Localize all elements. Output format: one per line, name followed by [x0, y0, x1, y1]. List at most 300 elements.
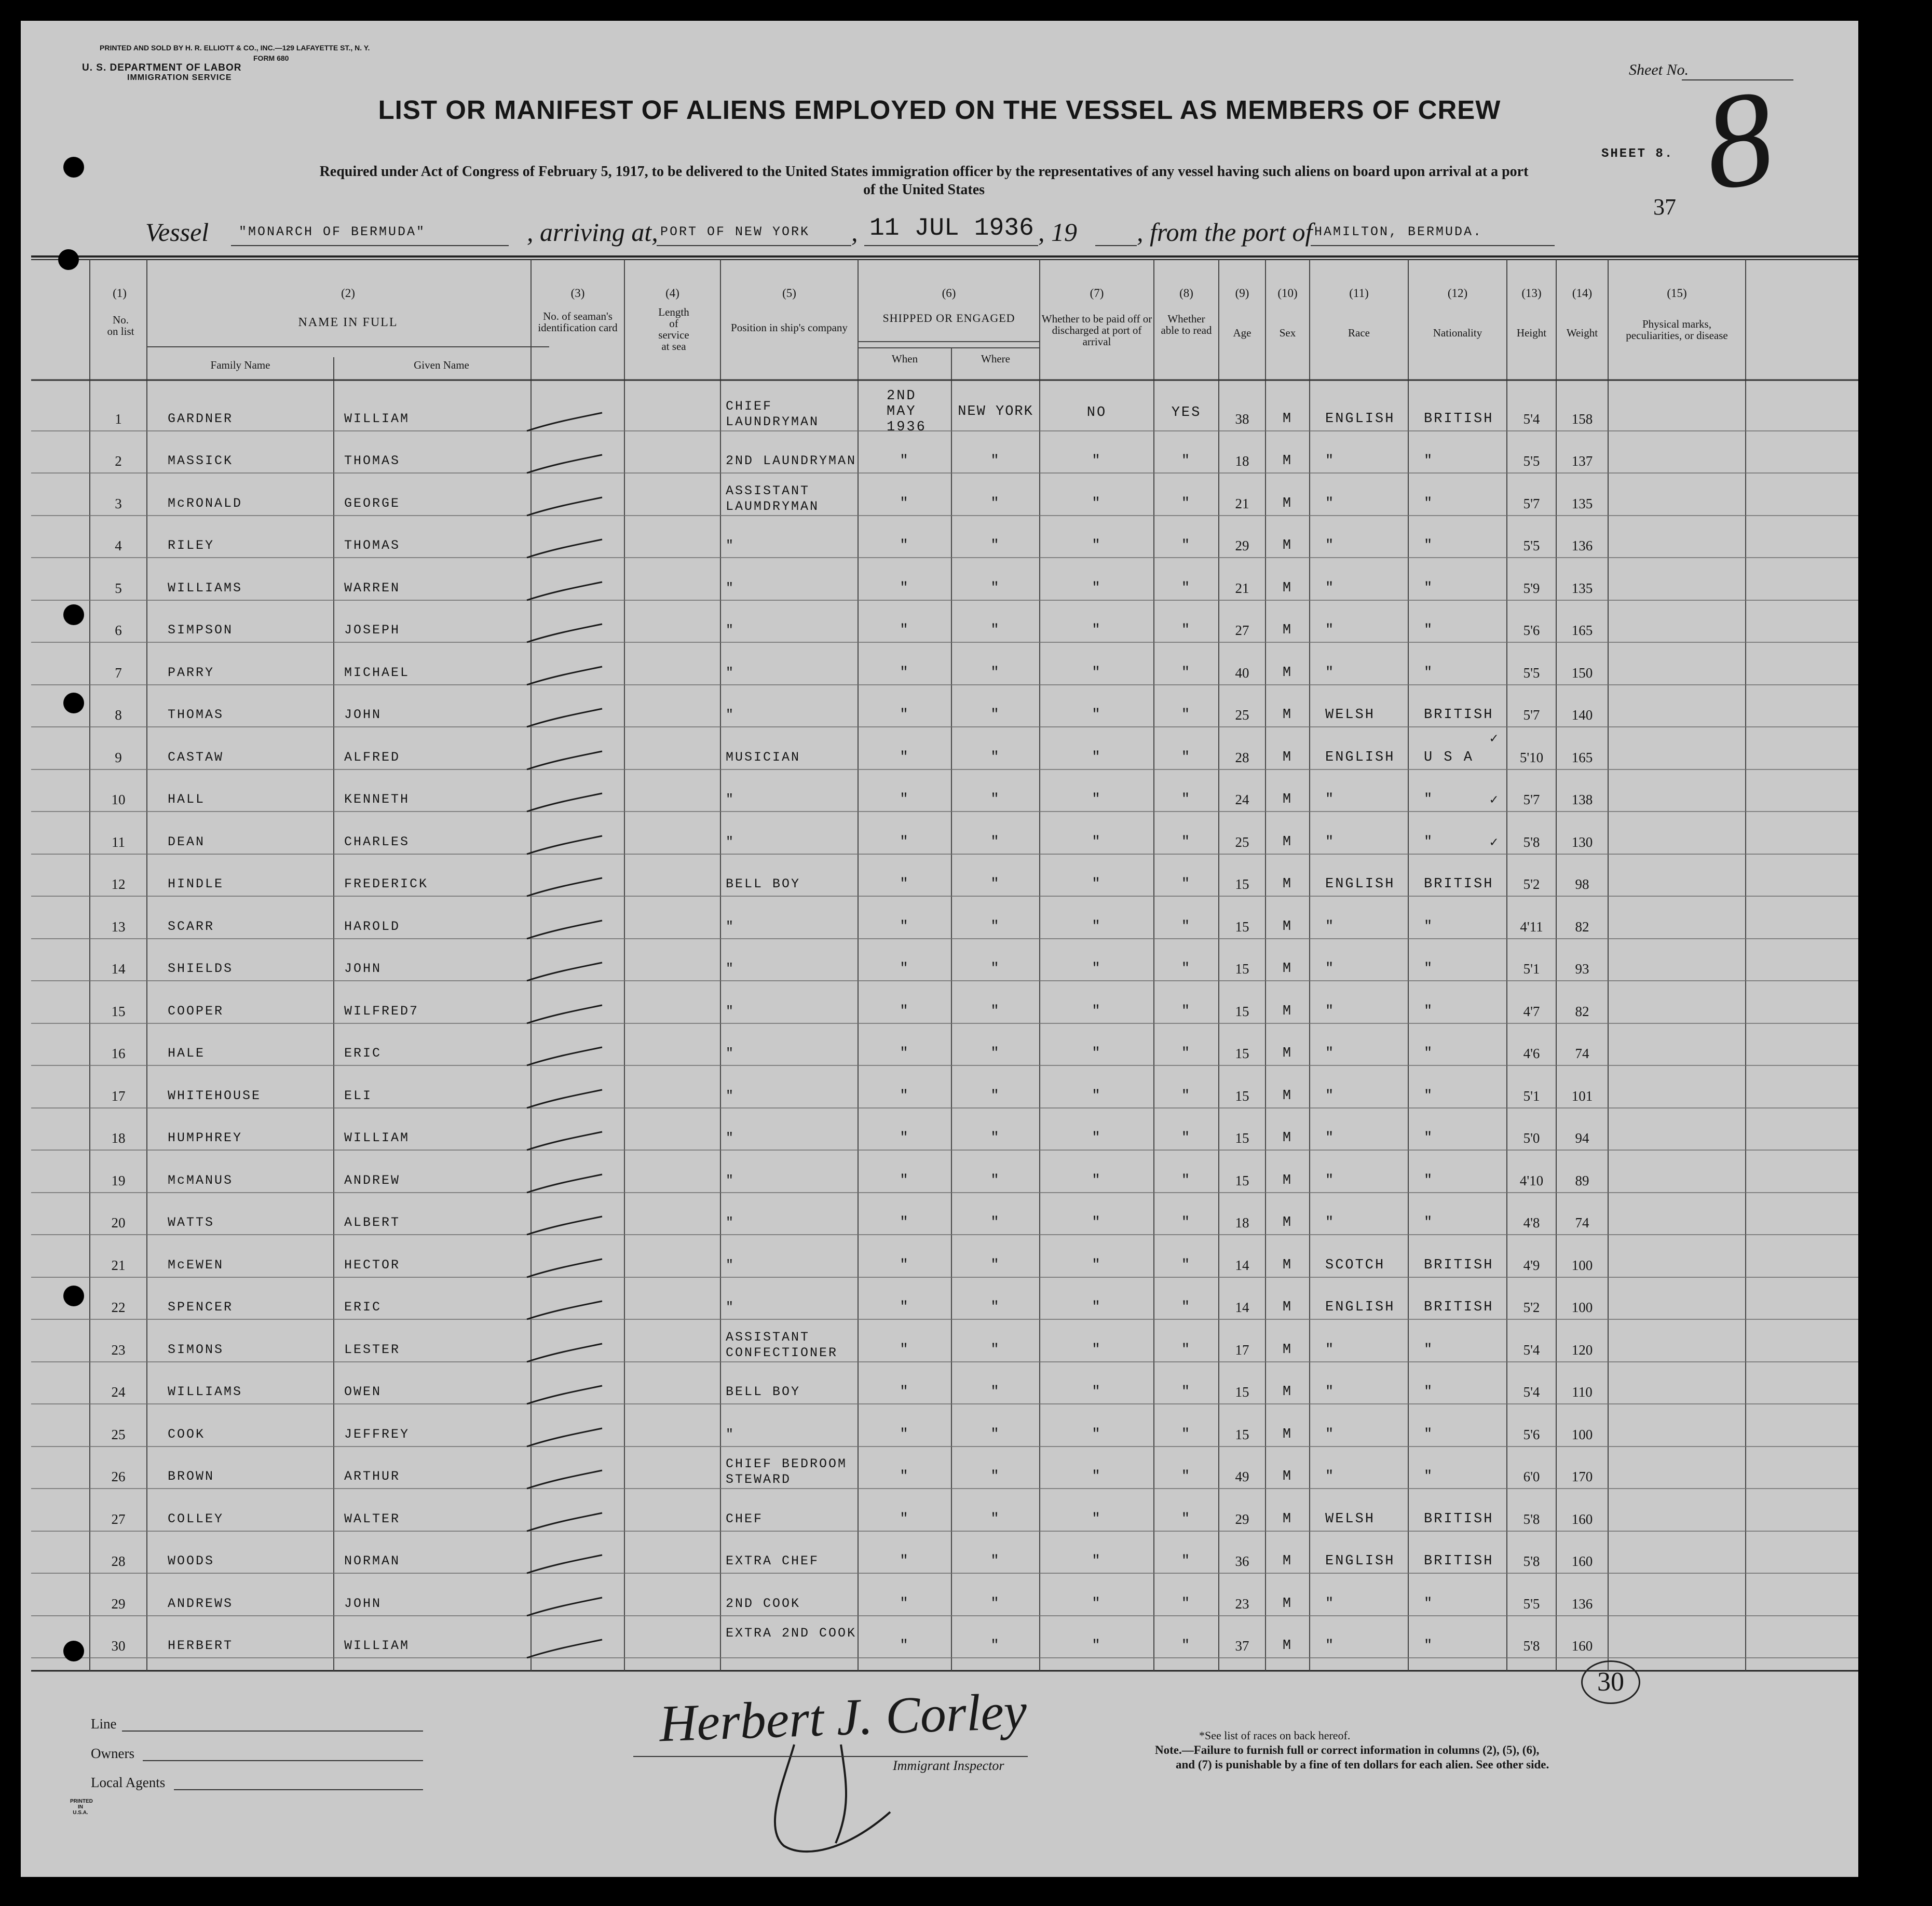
- row-paid-cell: ": [1092, 1469, 1102, 1484]
- row-weight-cell: 136: [1571, 538, 1593, 553]
- row-family-cell: WILLIAMS: [168, 1384, 243, 1399]
- row-age-cell: 38: [1235, 411, 1249, 427]
- row-weight-cell: 100: [1571, 1258, 1593, 1273]
- owners-underline: [143, 1760, 423, 1761]
- row-race-cell: ENGLISH: [1325, 1300, 1395, 1315]
- row-age-cell: 17: [1235, 1342, 1249, 1358]
- agents-label: Local Agents: [91, 1775, 166, 1790]
- row-age-cell: 15: [1235, 961, 1249, 977]
- row-family-cell: RILEY: [168, 538, 215, 553]
- id-card-tick: [527, 1047, 602, 1065]
- row-where-cell: ": [990, 1384, 1001, 1400]
- row-family-cell: MASSICK: [168, 453, 234, 468]
- row-nationality-cell: BRITISH: [1424, 876, 1494, 892]
- id-card-tick: [527, 455, 602, 473]
- row-paid-cell: ": [1092, 1638, 1102, 1654]
- id-card-tick: [527, 1470, 602, 1489]
- row-weight-cell: 120: [1571, 1342, 1593, 1358]
- row-paid-cell: ": [1092, 1596, 1102, 1612]
- row-nationality-cell: ": [1424, 1638, 1434, 1654]
- row-weight-cell: 137: [1571, 453, 1593, 469]
- col7-number: (7): [1090, 287, 1104, 300]
- row-sex-cell: M: [1282, 453, 1293, 469]
- row-family-cell: GARDNER: [168, 411, 234, 426]
- id-card-tick: [527, 1640, 602, 1658]
- row-paid-cell: ": [1092, 1130, 1102, 1146]
- row-where-cell: ": [990, 1173, 1001, 1188]
- row-given-cell: ALBERT: [344, 1215, 401, 1230]
- row-where-cell: ": [990, 1300, 1001, 1315]
- row-age-cell: 21: [1235, 580, 1249, 596]
- row-paid-cell: ": [1092, 707, 1102, 723]
- row-height-cell: 5'5: [1523, 665, 1540, 681]
- row-age-cell: 21: [1235, 496, 1249, 511]
- row-age-cell: 15: [1235, 1384, 1249, 1400]
- row-position-cell: CHIEF LAUNDRYMAN: [726, 399, 820, 429]
- row-paid-cell: ": [1092, 1342, 1102, 1358]
- row-nationality-cell: ": [1424, 538, 1434, 553]
- id-card-tick: [527, 1216, 602, 1235]
- row-position-cell: ": [726, 1130, 736, 1145]
- row-when-cell: ": [900, 1596, 910, 1612]
- row-age-cell: 18: [1235, 1215, 1249, 1231]
- row-no-cell: 19: [111, 1173, 126, 1188]
- row-nationality-cell: ": [1424, 1088, 1434, 1104]
- row-sex-cell: M: [1282, 1130, 1293, 1146]
- row-no-cell: 1: [115, 411, 122, 427]
- id-card-tick: [527, 1598, 602, 1616]
- row-sex-cell: M: [1282, 1596, 1293, 1612]
- row-where-cell: ": [990, 876, 1001, 892]
- col6-header: SHIPPED OR ENGAGED: [882, 312, 1015, 325]
- row-height-cell: 5'8: [1523, 1638, 1540, 1654]
- row-when-cell: ": [900, 1427, 910, 1442]
- row-race-cell: ": [1325, 1215, 1336, 1231]
- form-number: FORM 680: [253, 54, 289, 62]
- row-position-cell: MUSICIAN: [726, 750, 801, 765]
- col5-number: (5): [782, 287, 796, 300]
- row-family-cell: SIMONS: [168, 1342, 224, 1357]
- note-line1: Note.—Failure to furnish full or correct information in columns (2), (5), (6),: [1155, 1743, 1540, 1756]
- row-when-cell: ": [900, 580, 910, 596]
- row-weight-cell: 165: [1571, 623, 1593, 638]
- row-read-cell: ": [1181, 496, 1192, 511]
- row-family-cell: SPENCER: [168, 1300, 234, 1315]
- row-nationality-cell: ": [1424, 1342, 1434, 1358]
- row-where-cell: ": [990, 1215, 1001, 1231]
- page-number: 37: [1653, 194, 1676, 220]
- row-where-cell: ": [990, 1046, 1001, 1061]
- row-age-cell: 24: [1235, 792, 1249, 807]
- row-weight-cell: 101: [1571, 1088, 1593, 1104]
- id-card-tick: [527, 1090, 602, 1108]
- row-no-cell: 18: [111, 1130, 126, 1146]
- row-position-cell: ": [726, 580, 736, 596]
- row-paid-cell: ": [1092, 496, 1102, 511]
- row-age-cell: 29: [1235, 538, 1249, 553]
- row-read-cell: ": [1181, 876, 1192, 892]
- row-race-cell: WELSH: [1325, 707, 1376, 723]
- row-no-cell: 15: [111, 1004, 126, 1019]
- row-read-cell: ": [1181, 919, 1192, 935]
- row-paid-cell: ": [1092, 876, 1102, 892]
- row-given-cell: JEFFREY: [344, 1427, 410, 1442]
- row-height-cell: 5'4: [1523, 411, 1540, 427]
- row-read-cell: ": [1181, 707, 1192, 723]
- row-when-cell: ": [900, 1173, 910, 1188]
- row-family-cell: CASTAW: [168, 750, 224, 765]
- row-height-cell: 4'10: [1519, 1173, 1544, 1188]
- row-nationality-cell: ": [1424, 961, 1434, 977]
- row-family-cell: HUMPHREY: [168, 1130, 243, 1145]
- id-card-tick: [527, 836, 602, 854]
- row-where-cell: ": [990, 834, 1001, 850]
- row-race-cell: ": [1325, 1088, 1336, 1104]
- row-weight-cell: 82: [1575, 919, 1589, 935]
- arriving-label: , arriving at,: [527, 218, 658, 247]
- row-race-cell: SCOTCH: [1325, 1258, 1385, 1273]
- row-read-cell: ": [1181, 1215, 1192, 1231]
- row-weight-cell: 160: [1571, 1638, 1593, 1654]
- row-paid-cell: ": [1092, 623, 1102, 638]
- col8-header: Whether able to read: [1161, 313, 1212, 336]
- row-paid-cell: ": [1092, 1258, 1102, 1273]
- row-where-cell: ": [990, 707, 1001, 723]
- row-nationality-cell: BRITISH: [1424, 1553, 1494, 1569]
- row-race-cell: WELSH: [1325, 1511, 1376, 1527]
- row-family-cell: McMANUS: [168, 1173, 234, 1188]
- row-no-cell: 14: [111, 961, 126, 977]
- row-height-cell: 6'0: [1523, 1469, 1540, 1484]
- row-age-cell: 25: [1235, 707, 1249, 723]
- row-position-cell: 2ND COOK: [726, 1596, 801, 1611]
- vessel-name: "MONARCH OF BERMUDA": [239, 224, 426, 239]
- row-when-cell: ": [900, 665, 910, 681]
- row-age-cell: 18: [1235, 453, 1249, 469]
- col15-header: Physical marks, peculiarities, or disease: [1626, 318, 1728, 342]
- row-age-cell: 27: [1235, 623, 1249, 638]
- row-age-cell: 15: [1235, 1046, 1249, 1061]
- row-sex-cell: M: [1282, 580, 1293, 596]
- row-no-cell: 3: [115, 496, 122, 511]
- row-given-cell: LESTER: [344, 1342, 401, 1357]
- row-given-cell: NORMAN: [344, 1553, 401, 1569]
- row-position-cell: ": [726, 1215, 736, 1230]
- row-weight-cell: 82: [1575, 1004, 1589, 1019]
- row-race-cell: ENGLISH: [1325, 876, 1395, 892]
- row-height-cell: 4'6: [1523, 1046, 1540, 1061]
- row-where-cell: ": [990, 1511, 1001, 1527]
- row-weight-cell: 150: [1571, 665, 1593, 681]
- row-race-cell: ": [1325, 919, 1336, 935]
- row-when-cell: ": [900, 1300, 910, 1315]
- row-height-cell: 5'8: [1523, 1511, 1540, 1527]
- id-card-tick: [527, 709, 602, 727]
- row-race-cell: ": [1325, 1427, 1336, 1442]
- row-age-cell: 14: [1235, 1300, 1249, 1315]
- row-position-cell: ": [726, 1088, 736, 1103]
- row-sex-cell: M: [1282, 1258, 1293, 1273]
- punch-hole: [63, 693, 84, 713]
- row-race-cell: ": [1325, 1004, 1336, 1019]
- punch-hole: [63, 1286, 84, 1306]
- row-nationality-cell: ": [1424, 580, 1434, 596]
- col12-number: (12): [1447, 287, 1468, 300]
- row-read-cell: ": [1181, 1553, 1192, 1569]
- shipped-where-first: NEW YORK: [958, 404, 1033, 420]
- row-position-cell: ": [726, 1300, 736, 1315]
- col4-number: (4): [665, 287, 679, 300]
- row-weight-cell: 135: [1571, 496, 1593, 511]
- row-when-cell: ": [900, 623, 910, 638]
- row-weight-cell: 74: [1575, 1046, 1589, 1061]
- row-paid-cell: ": [1092, 1427, 1102, 1442]
- row-given-cell: THOMAS: [344, 538, 401, 553]
- row-given-cell: JOHN: [344, 961, 382, 976]
- row-sex-cell: M: [1282, 1511, 1293, 1527]
- id-card-tick: [527, 1555, 602, 1573]
- row-sex-cell: M: [1282, 1215, 1293, 1231]
- row-weight-cell: 130: [1571, 834, 1593, 850]
- row-no-cell: 8: [115, 707, 122, 723]
- row-sex-cell: M: [1282, 792, 1293, 807]
- row-paid-cell: ": [1092, 1046, 1102, 1061]
- row-no-cell: 24: [111, 1384, 126, 1400]
- from-port: HAMILTON, BERMUDA.: [1314, 224, 1483, 239]
- row-paid-cell: ": [1092, 453, 1102, 469]
- row-height-cell: 5'2: [1523, 876, 1540, 892]
- row-height-cell: 5'5: [1523, 538, 1540, 553]
- row-family-cell: WILLIAMS: [168, 580, 243, 596]
- row-position-cell: EXTRA 2ND COOK: [726, 1626, 857, 1641]
- row-paid-cell: ": [1092, 538, 1102, 553]
- row-family-cell: PARRY: [168, 665, 215, 680]
- id-card-tick: [527, 1259, 602, 1277]
- row-height-cell: 4'7: [1523, 1004, 1540, 1019]
- row-given-cell: JOHN: [344, 1596, 382, 1611]
- row-family-cell: THOMAS: [168, 707, 224, 722]
- row-no-cell: 21: [111, 1258, 126, 1273]
- row-family-cell: COLLEY: [168, 1511, 224, 1526]
- row-when-cell: ": [900, 1511, 910, 1527]
- row-given-cell: WILLIAM: [344, 1130, 410, 1145]
- races-note: *See list of races on back hereof.: [1199, 1729, 1351, 1742]
- row-position-cell: ": [726, 834, 736, 849]
- row-paid-cell: ": [1092, 1300, 1102, 1315]
- row-family-cell: HALE: [168, 1046, 206, 1061]
- row-paid-cell: ": [1092, 919, 1102, 935]
- row-age-cell: 40: [1235, 665, 1249, 681]
- row-where-cell: ": [990, 1553, 1001, 1569]
- row-given-cell: KENNETH: [344, 792, 410, 807]
- row-read-cell: ": [1181, 453, 1192, 469]
- row-weight-cell: 165: [1571, 750, 1593, 765]
- col8-number: (8): [1179, 287, 1193, 300]
- row-weight-cell: 74: [1575, 1215, 1589, 1231]
- row-weight-cell: 100: [1571, 1300, 1593, 1315]
- row-race-cell: ": [1325, 792, 1336, 807]
- row-read-cell: ": [1181, 1046, 1192, 1061]
- row-race-cell: ": [1325, 580, 1336, 596]
- row-race-cell: ENGLISH: [1325, 1553, 1395, 1569]
- line-label: Line: [91, 1716, 117, 1732]
- row-read-cell: ": [1181, 1638, 1192, 1654]
- row-read-cell: ": [1181, 961, 1192, 977]
- page-title: LIST OR MANIFEST OF ALIENS EMPLOYED ON THE VESSEL AS MEMBERS OF CREW: [378, 95, 1501, 125]
- row-when-cell: ": [900, 1258, 910, 1273]
- row-family-cell: McRONALD: [168, 496, 243, 511]
- row-height-cell: 5'5: [1523, 1596, 1540, 1612]
- row-nationality-cell: ": [1424, 1130, 1434, 1146]
- row-when-cell: ": [900, 1215, 910, 1231]
- id-card-tick: [527, 539, 602, 558]
- row-when-cell: ": [900, 707, 910, 723]
- row-weight-cell: 160: [1571, 1553, 1593, 1569]
- row-no-cell: 10: [111, 792, 126, 807]
- row-family-cell: COOPER: [168, 1004, 224, 1019]
- row-nationality-cell: ": [1424, 919, 1434, 935]
- row-read-cell: ": [1181, 1427, 1192, 1442]
- row-nationality-cell: ": [1424, 1427, 1434, 1442]
- col10-number: (10): [1277, 287, 1298, 300]
- row-position-cell: ": [726, 707, 736, 722]
- row-given-cell: HAROLD: [344, 919, 401, 934]
- punch-hole: [58, 249, 79, 270]
- row-nationality-cell: ": [1424, 792, 1434, 807]
- row-sex-cell: M: [1282, 1088, 1293, 1104]
- row-height-cell: 5'2: [1523, 1300, 1540, 1315]
- row-no-cell: 2: [115, 453, 122, 469]
- col3-header: No. of seaman's identification card: [538, 310, 618, 334]
- row-paid-cell: ": [1092, 792, 1102, 807]
- col2-family-header: Family Name: [210, 359, 270, 371]
- row-read-cell: ": [1181, 1173, 1192, 1188]
- punch-hole: [63, 604, 84, 625]
- row-read-cell: ": [1181, 1258, 1192, 1273]
- sheet-stamp: SHEET 8.: [1601, 147, 1674, 161]
- row-age-cell: 15: [1235, 1427, 1249, 1442]
- row-nationality-cell: ": [1424, 1596, 1434, 1612]
- row-nationality-cell: ": [1424, 1173, 1434, 1188]
- row-position-cell: ASSISTANT CONFECTIONER: [726, 1330, 838, 1360]
- row-sex-cell: M: [1282, 1638, 1293, 1654]
- row-read-cell: ": [1181, 834, 1192, 850]
- row-when-cell: ": [900, 1384, 910, 1400]
- row-no-cell: 26: [111, 1469, 126, 1484]
- printer-imprint: PRINTED AND SOLD BY H. R. ELLIOTT & CO., INC.—129 LAFAYETTE ST., N. Y.: [100, 44, 370, 52]
- row-no-cell: 20: [111, 1215, 126, 1231]
- row-height-cell: 5'4: [1523, 1342, 1540, 1358]
- row-family-cell: SHIELDS: [168, 961, 234, 976]
- row-paid-cell: ": [1092, 1553, 1102, 1569]
- subtitle: Required under Act of Congress of February 5, 1917, to be delivered to the United States immigration officer by the representatives of any vessel having such aliens on board upon arrival at a port of the United States: [319, 164, 1529, 198]
- row-family-cell: SIMPSON: [168, 623, 234, 638]
- row-given-cell: JOSEPH: [344, 623, 401, 638]
- row-sex-cell: M: [1282, 707, 1293, 723]
- row-where-cell: ": [990, 1258, 1001, 1273]
- row-read-cell: ": [1181, 538, 1192, 553]
- row-race-cell: ": [1325, 834, 1336, 850]
- row-read-cell: ": [1181, 1004, 1192, 1019]
- row-given-cell: WILFRED7: [344, 1004, 419, 1019]
- check-mark: ✓: [1490, 731, 1500, 747]
- year-label: , 19: [1038, 218, 1077, 247]
- row-sex-cell: M: [1282, 1300, 1293, 1315]
- row-position-cell: BELL BOY: [726, 1384, 801, 1399]
- row-height-cell: 5'9: [1523, 580, 1540, 596]
- row-when-cell: ": [900, 919, 910, 935]
- col10-header: Sex: [1279, 327, 1296, 339]
- col6-where-header: Where: [981, 353, 1010, 365]
- row-where-cell: ": [990, 1427, 1001, 1442]
- row-nationality-cell: ": [1424, 1046, 1434, 1061]
- row-read-cell: ": [1181, 1384, 1192, 1400]
- col14-number: (14): [1572, 287, 1593, 300]
- row-given-cell: WALTER: [344, 1511, 401, 1526]
- id-card-tick: [527, 793, 602, 812]
- row-position-cell: ": [726, 1046, 736, 1061]
- row-paid-cell: ": [1092, 961, 1102, 977]
- row-read-cell: ": [1181, 623, 1192, 638]
- col12-header: Nationality: [1433, 327, 1482, 339]
- row-weight-cell: 89: [1575, 1173, 1589, 1188]
- col7-header: Whether to be paid off or discharged at port of arrival: [1041, 313, 1152, 348]
- row-no-cell: 23: [111, 1342, 126, 1358]
- row-race-cell: ": [1325, 665, 1336, 681]
- row-sex-cell: M: [1282, 1342, 1293, 1358]
- col2-given-header: Given Name: [414, 359, 469, 371]
- row-race-cell: ": [1325, 1596, 1336, 1612]
- row-where-cell: ": [990, 961, 1001, 977]
- department: U. S. DEPARTMENT OF LABOR: [82, 62, 242, 73]
- row-age-cell: 15: [1235, 876, 1249, 892]
- row-weight-cell: 160: [1571, 1511, 1593, 1527]
- note-line2: and (7) is punishable by a fine of ten dollars for each alien. See other side.: [1176, 1758, 1549, 1771]
- row-when-cell: ": [900, 876, 910, 892]
- row-family-cell: DEAN: [168, 834, 206, 849]
- id-card-tick: [527, 624, 602, 642]
- col3-number: (3): [570, 287, 585, 300]
- sheet-no-handwritten: 8: [1695, 61, 1783, 219]
- row-weight-cell: 135: [1571, 580, 1593, 596]
- row-given-cell: ALFRED: [344, 750, 401, 765]
- row-height-cell: 5'4: [1523, 1384, 1540, 1400]
- row-height-cell: 5'0: [1523, 1130, 1540, 1146]
- row-paid-cell: ": [1092, 1004, 1102, 1019]
- row-sex-cell: M: [1282, 411, 1293, 427]
- row-when-cell: ": [900, 1130, 910, 1146]
- row-weight-cell: 136: [1571, 1596, 1593, 1612]
- row-sex-cell: M: [1282, 876, 1293, 892]
- row-sex-cell: M: [1282, 919, 1293, 935]
- row-position-cell: CHEF: [726, 1511, 764, 1526]
- row-paid-cell: ": [1092, 665, 1102, 681]
- row-given-cell: ANDREW: [344, 1173, 401, 1188]
- col9-number: (9): [1235, 287, 1249, 300]
- row-sex-cell: M: [1282, 496, 1293, 511]
- row-nationality-cell: BRITISH: [1424, 707, 1494, 723]
- row-no-cell: 29: [111, 1596, 126, 1612]
- row-race-cell: ENGLISH: [1325, 411, 1395, 427]
- row-no-cell: 11: [112, 834, 125, 850]
- row-where-cell: ": [990, 792, 1001, 807]
- row-where-cell: ": [990, 580, 1001, 596]
- inspector-signature: Herbert J. Corley: [658, 1682, 1028, 1753]
- owners-label: Owners: [91, 1746, 134, 1761]
- row-read-cell: ": [1181, 1596, 1192, 1612]
- id-card-tick: [527, 667, 602, 685]
- row-no-cell: 7: [115, 665, 122, 681]
